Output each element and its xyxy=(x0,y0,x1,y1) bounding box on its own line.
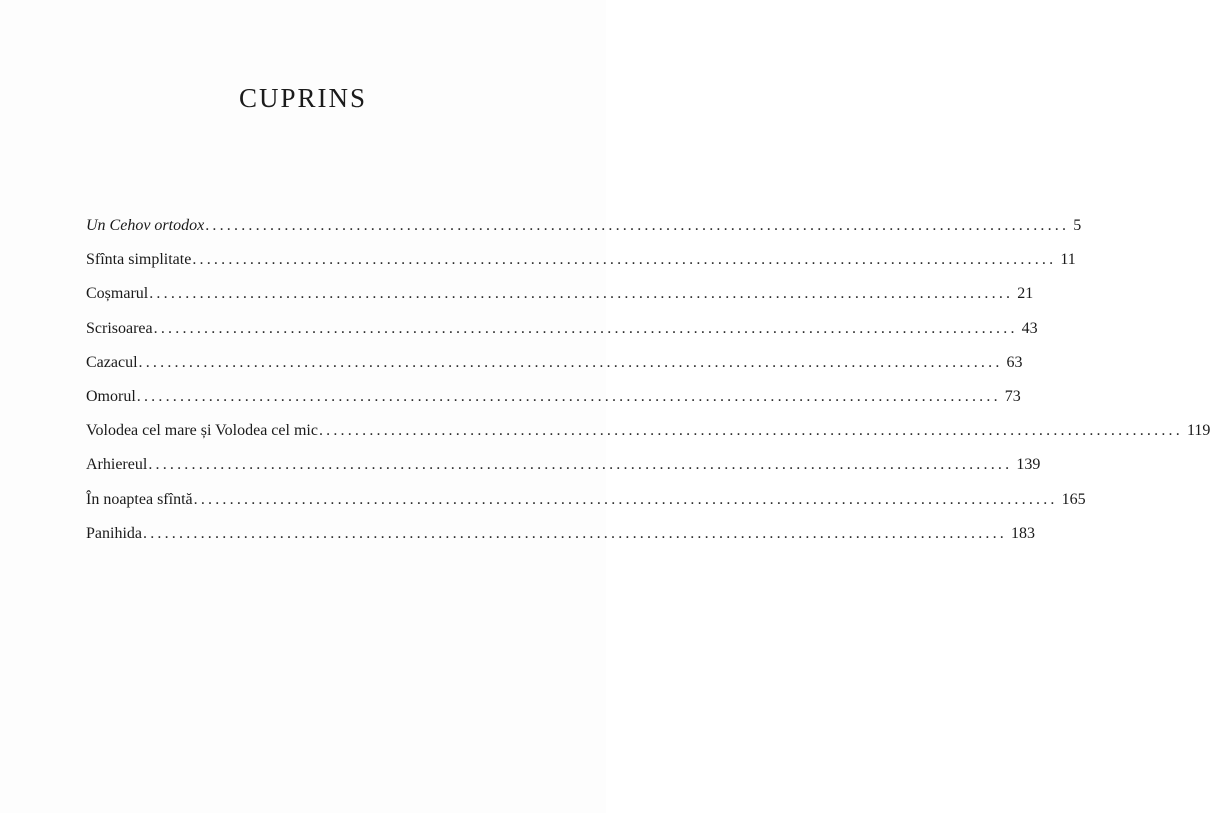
toc-entry-page: 119 xyxy=(1186,422,1210,440)
toc-leader-dots: ........................................................................................................................ xyxy=(205,217,1070,234)
toc-entry xyxy=(86,524,1035,558)
toc-entry xyxy=(86,250,1076,284)
page-title: CUPRINS xyxy=(238,83,368,113)
toc-entry-page: 165 xyxy=(1061,490,1086,508)
toc-entry-title: Panihida xyxy=(86,524,142,542)
toc-entry xyxy=(86,319,1038,353)
toc-entry-page: 63 xyxy=(1006,353,1023,371)
toc-entry-title: Un Cehov ortodox xyxy=(86,217,205,234)
toc-leader-dots: ........................................................................................................................ xyxy=(136,387,1001,405)
toc-entry-title: Volodea cel mare și Volodea cel mic xyxy=(86,422,318,440)
toc-entry xyxy=(86,490,1086,524)
toc-leader-dots: ........................................................................................................................ xyxy=(192,251,1057,269)
toc-leader-dots: ........................................................................................................................ xyxy=(149,285,1014,303)
toc-leader-dots: ........................................................................................................................ xyxy=(143,524,1007,542)
toc-entry-title: Omorul xyxy=(86,387,136,405)
toc-entry xyxy=(86,387,1021,421)
toc-entry xyxy=(86,284,1034,318)
toc-leader-dots: ........................................................................................................................ xyxy=(318,422,1183,440)
toc-entry-page: 21 xyxy=(1017,285,1034,303)
toc-entry-page: 183 xyxy=(1011,524,1035,542)
toc-leader-dots: ........................................................................................................................ xyxy=(193,490,1058,508)
toc-entry-page: 5 xyxy=(1073,217,1082,234)
toc-entry-title: Coșmarul xyxy=(86,285,149,303)
toc-entry-title: Scrisoarea xyxy=(86,319,153,337)
toc-entry-page: 11 xyxy=(1060,251,1076,269)
toc-entry-page: 73 xyxy=(1004,387,1021,405)
toc-entry xyxy=(86,455,1041,489)
toc-leader-dots: ........................................................................................................................ xyxy=(148,456,1013,474)
toc-entry xyxy=(86,353,1023,387)
table-of-contents xyxy=(86,216,1210,558)
toc-leader-dots: ........................................................................................................................ xyxy=(138,353,1003,371)
toc-entry-title: Cazacul xyxy=(86,353,138,371)
toc-entry-page: 43 xyxy=(1021,319,1038,337)
toc-entry-title: Sfînta simplitate xyxy=(86,251,192,269)
toc-entry xyxy=(86,421,1210,455)
toc-entry-page: 139 xyxy=(1016,456,1041,474)
toc-entry xyxy=(86,216,1082,250)
toc-entry-title: Arhiereul xyxy=(86,456,148,474)
toc-entry-title: În noaptea sfîntă xyxy=(86,490,193,508)
toc-leader-dots: ........................................................................................................................ xyxy=(153,319,1018,337)
